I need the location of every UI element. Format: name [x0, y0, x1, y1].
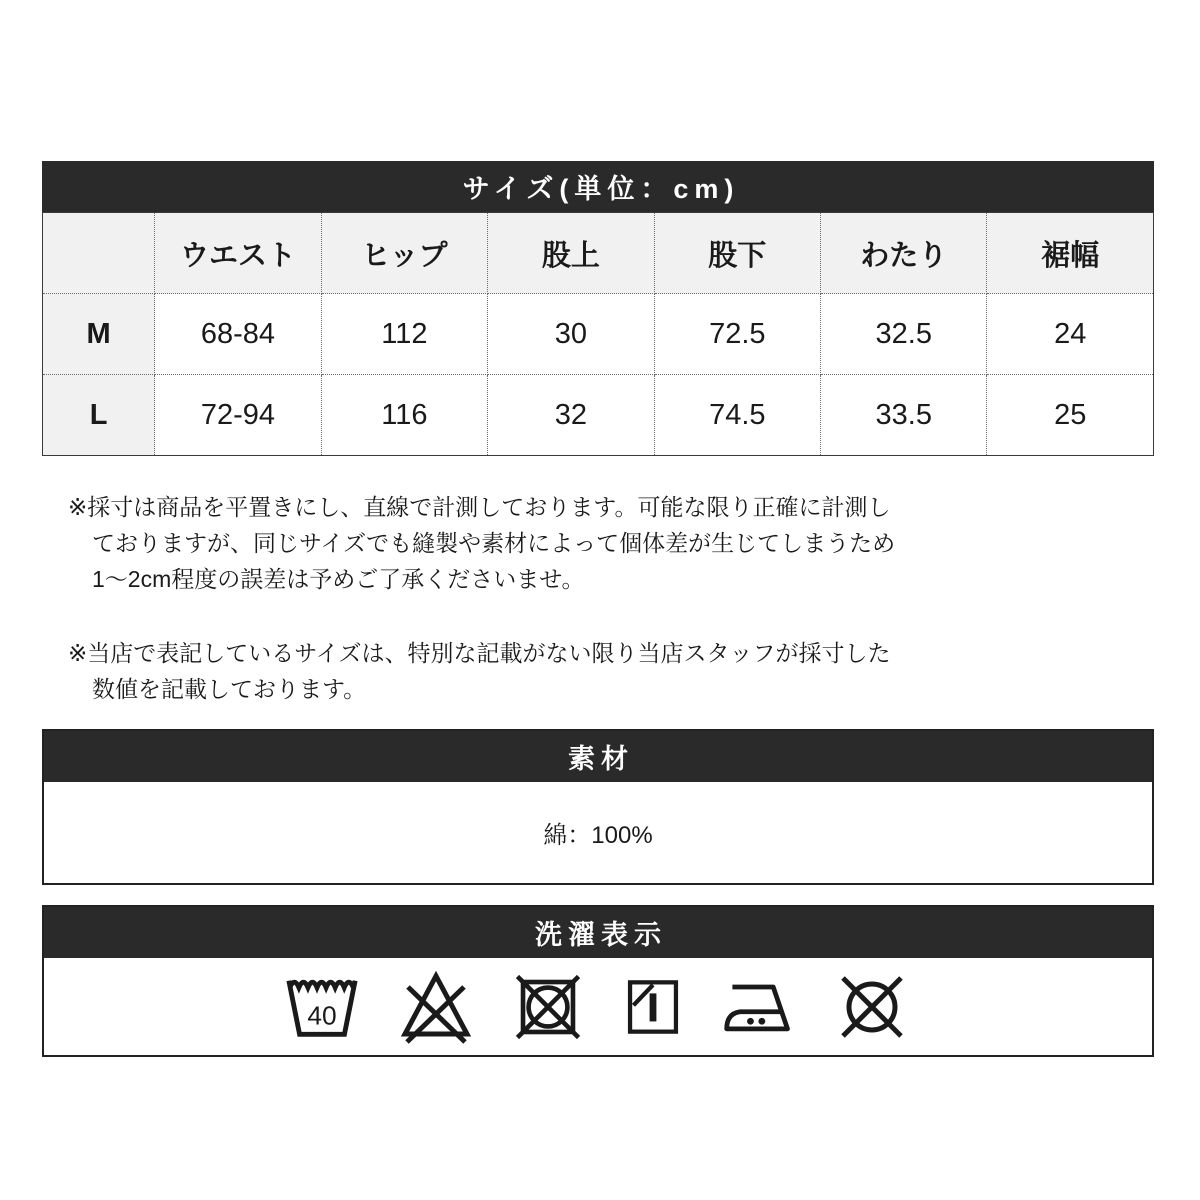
wash-temp-label: 40	[307, 1000, 337, 1031]
iron-medium-icon	[721, 967, 797, 1047]
material-value: 綿：100%	[543, 822, 653, 849]
size-section	[42, 161, 1154, 456]
note-line: 1〜2cm程度の誤差は予めご了承くださいませ。	[92, 566, 585, 592]
cell-l-thigh: 33.5	[821, 375, 987, 456]
machine-wash-40-icon	[283, 967, 361, 1047]
column-header-hem: 裾幅	[987, 213, 1154, 294]
column-header-inseam: 股下	[654, 213, 820, 294]
cell-l-hip: 116	[321, 375, 487, 456]
column-header-thigh: わたり	[821, 213, 987, 294]
do-not-tumble-dry-icon	[511, 967, 585, 1047]
row-label-m: M	[43, 294, 155, 375]
cell-m-inseam: 72.5	[654, 294, 820, 375]
row-label-l: L	[43, 375, 155, 456]
note-line: 当店で表記しているサイズは、特別な記載がない限り当店スタッフが採寸した	[87, 640, 891, 666]
note-line: 採寸は商品を平置きにし、直線で計測しております。可能な限り正確に計測し	[87, 494, 891, 520]
cell-l-rise: 32	[488, 375, 654, 456]
note-staff-measured	[68, 635, 988, 707]
note-line: ておりますが、同じサイズでも縫製や素材によって個体差が生じてしまうため	[92, 530, 896, 556]
cell-m-hip: 112	[321, 294, 487, 375]
laundry-icons-row	[44, 958, 1152, 1055]
laundry-section	[42, 905, 1154, 1057]
cell-l-hem: 25	[987, 375, 1154, 456]
column-header-rise: 股上	[488, 213, 654, 294]
cell-m-waist: 68-84	[155, 294, 321, 375]
size-section-title: サイズ(単位：cm)	[42, 161, 1154, 212]
table-row	[43, 375, 1154, 456]
cell-l-inseam: 74.5	[654, 375, 820, 456]
note-marker: ※	[68, 640, 88, 666]
laundry-section-title: 洗濯表示	[44, 907, 1152, 958]
column-header-waist: ウエスト	[155, 213, 321, 294]
do-not-bleach-icon	[395, 967, 477, 1047]
cell-m-hem: 24	[987, 294, 1154, 375]
note-marker: ※	[68, 494, 88, 520]
measurement-notes	[68, 489, 988, 707]
material-section	[42, 729, 1154, 885]
note-measurement-accuracy	[68, 489, 988, 597]
table-row	[43, 294, 1154, 375]
hang-dry-in-shade-icon	[619, 967, 687, 1047]
size-table-corner-cell	[43, 213, 155, 294]
size-table-header-row	[43, 213, 1154, 294]
do-not-dry-clean-icon	[831, 967, 913, 1047]
size-table	[42, 212, 1154, 456]
cell-m-rise: 30	[488, 294, 654, 375]
material-section-title: 素材	[44, 731, 1152, 782]
column-header-hip: ヒップ	[321, 213, 487, 294]
note-line: 数値を記載しております。	[92, 676, 367, 702]
cell-l-waist: 72-94	[155, 375, 321, 456]
cell-m-thigh: 32.5	[821, 294, 987, 375]
